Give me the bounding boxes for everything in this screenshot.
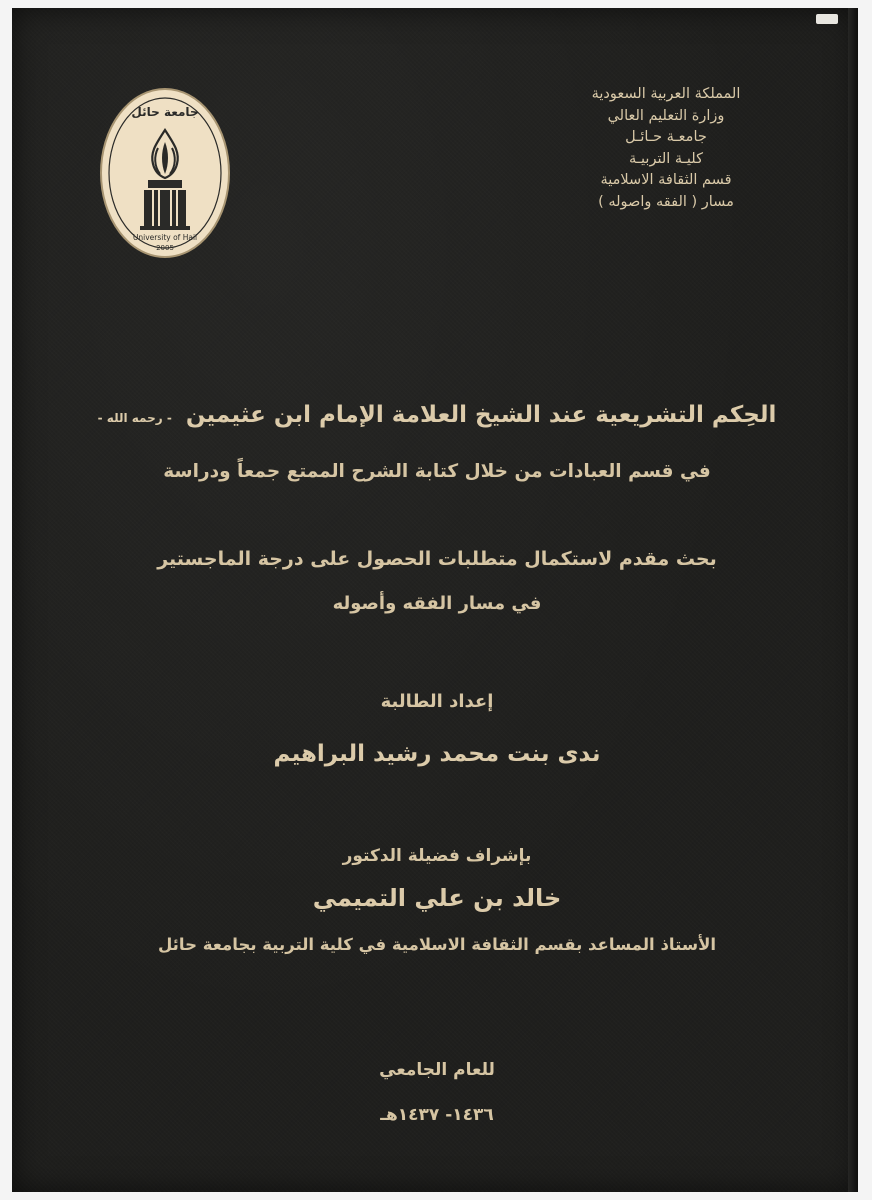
seal-english-name: University of Hail <box>132 233 198 242</box>
prepared-by-label: إعداد الطالبة <box>380 691 494 712</box>
purpose-line-2: في مسار الفقه وأصوله <box>332 593 542 614</box>
thesis-subtitle: في قسم العبادات من خلال كتابة الشرح الممتع جمعاً ودراسة <box>163 461 711 482</box>
purpose-line-1: بحث مقدم لاستكمال متطلبات الحصول على درجة الماجستير <box>157 548 717 570</box>
header-line-university: جامعـة حـائـل <box>625 129 707 145</box>
supervisor-title: الأستاذ المساعد بقسم الثقافة الاسلامية في كلية التربية بجامعة حائل <box>157 935 717 954</box>
thesis-title <box>72 402 802 428</box>
header-line-track: مسار ( الفقه واصوله ) <box>598 193 734 210</box>
university-of-hail-seal-icon <box>98 86 232 260</box>
supervisor-name: خالد بن علي التميمي <box>312 884 562 912</box>
header-line-college: كليـة التربيـة <box>629 150 703 167</box>
seal-year: 2005 <box>156 244 174 252</box>
supervision-label: بإشراف فضيلة الدكتور <box>342 846 532 866</box>
header-line-ministry: وزارة التعليم العالي <box>607 107 725 124</box>
student-name: ندى بنت محمد رشيد البراهيم <box>273 741 601 767</box>
header-line-department: قسم الثقافة الاسلامية <box>600 172 732 188</box>
institution-header <box>536 84 796 213</box>
corner-tag <box>816 14 838 24</box>
title-main: الحِكم التشريعية عند الشيخ العلامة الإمام ابن عثيمين <box>185 402 777 428</box>
spine-edge <box>848 8 858 1192</box>
title-honorific: - رحمه الله - <box>97 411 172 425</box>
academic-year-label: للعام الجامعي <box>379 1060 495 1080</box>
header-line-country: المملكة العربية السعودية <box>591 86 741 102</box>
academic-year-value: ١٤٣٦- ١٤٣٧هـ <box>380 1105 494 1125</box>
thesis-cover <box>12 8 858 1192</box>
seal-arabic-name: جامعة حائل <box>131 105 199 119</box>
